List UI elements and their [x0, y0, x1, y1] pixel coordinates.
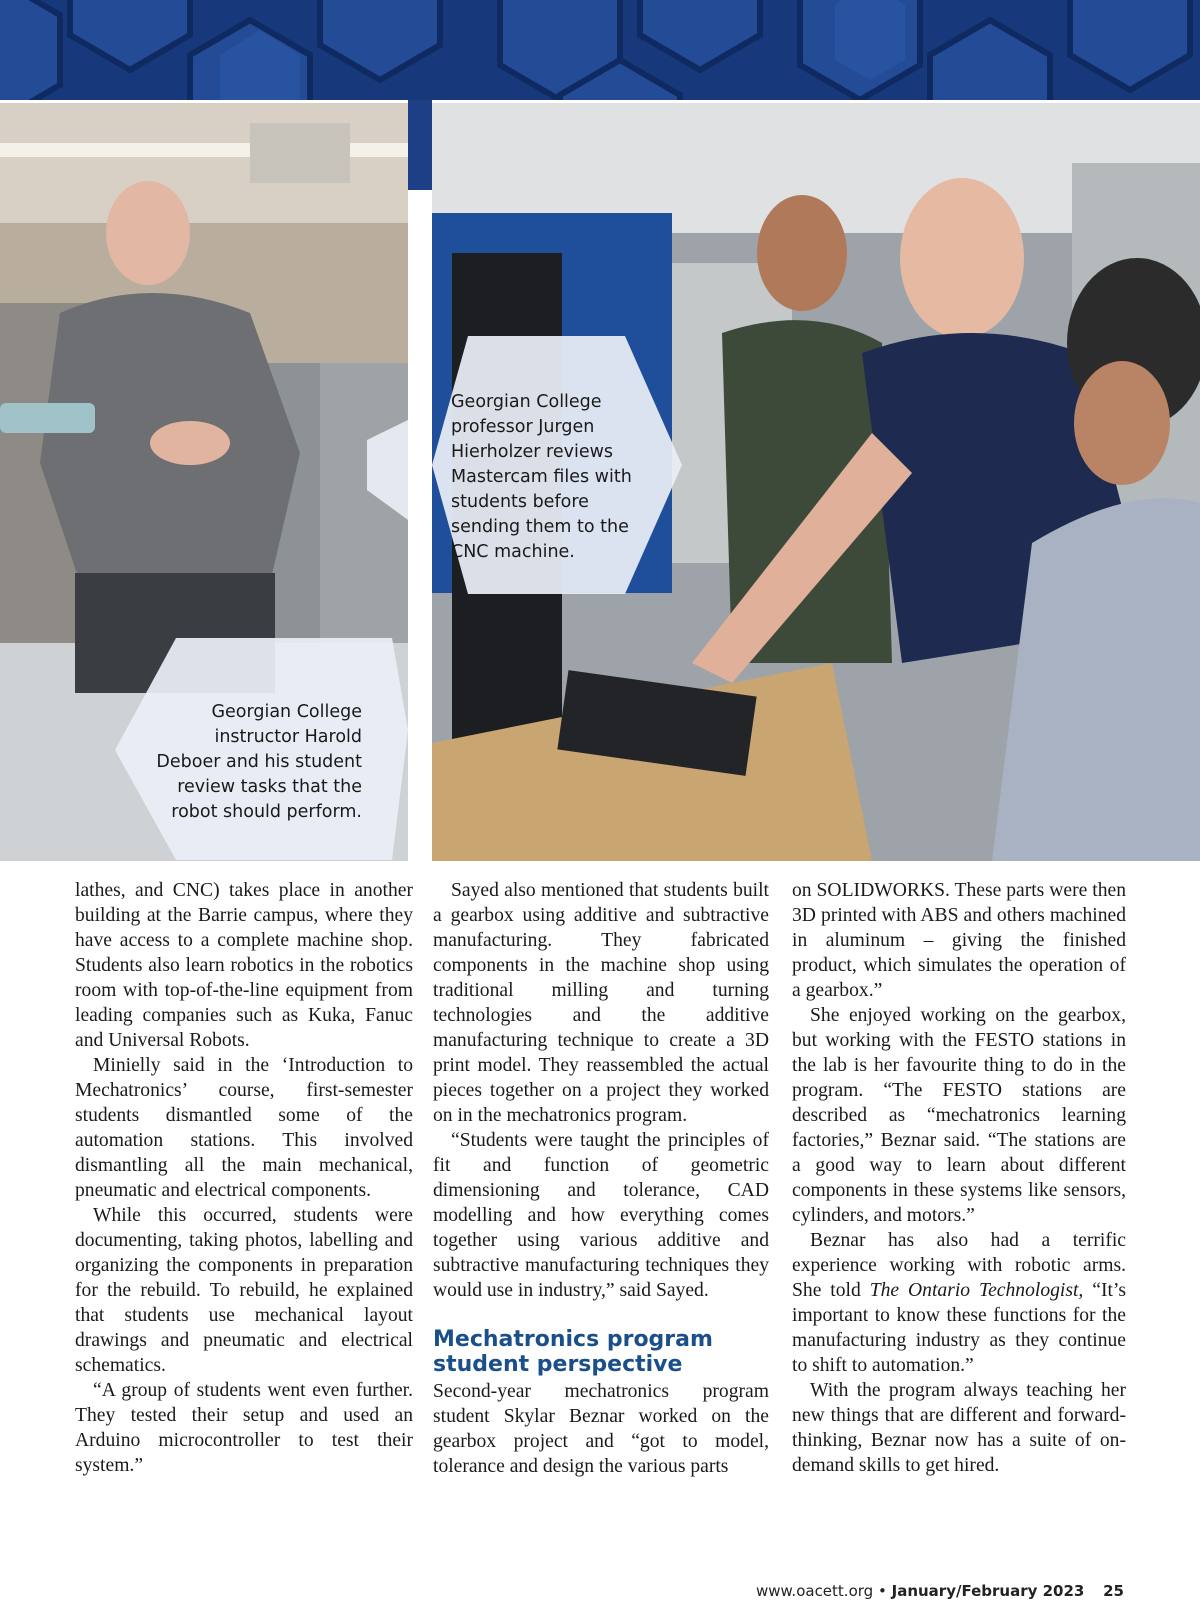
paragraph: “A group of students went even further. They tested their setup and used an Arduino microcontroller to test their system.”	[75, 1380, 413, 1476]
publication-title: The Ontario Technologist,	[869, 1280, 1084, 1301]
caption-line: instructor Harold	[214, 727, 362, 747]
paragraph: “Students were taught the principles of fit and function of geometric dimensioning and tolerance, CAD modelling and how everything comes together using various additive and subtractive manufacturing techniques they would use in industry,” said Sayed.	[433, 1130, 769, 1301]
text-run: Beznar has also had a terrific experience working with robotic arms. She told	[792, 1230, 1126, 1301]
caption-line: robot should perform.	[171, 802, 362, 822]
paragraph: Second-year mechatronics program student Skylar Beznar worked on the gearbox project and “got to model, tolerance and design the various parts	[433, 1381, 769, 1477]
bullet-separator: •	[877, 1582, 887, 1600]
caption-line: Georgian College	[451, 392, 602, 412]
page-number: 25	[1103, 1582, 1124, 1600]
caption-line: Georgian College	[211, 702, 362, 722]
paragraph: lathes, and CNC) takes place in another building at the Barrie campus, where they have access to a complete machine shop. Students also learn robotics in the robotics room with top-of-the-line equipment from leading companies such as Kuka, Fanuc and Universal Robots.	[75, 880, 413, 1051]
article-column-2	[433, 878, 769, 1479]
website-url: www.oacett.org	[756, 1582, 874, 1600]
article-column-1	[75, 878, 413, 1478]
article-column-3	[792, 878, 1126, 1478]
paragraph: on SOLIDWORKS. These parts were then 3D printed with ABS and others machined in aluminum – giving the finished product, which simulates the operation of a gearbox.”	[792, 880, 1126, 1001]
paragraph: While this occurred, students were documenting, taking photos, labelling and organizing the components in preparation for the rebuild. To rebuild, he explained that students use mechanical layout drawings and pneumatic and electrical schematics.	[75, 1205, 413, 1376]
paragraph: She enjoyed working on the gearbox, but working with the FESTO stations in the lab is her favourite thing to do in the program. “The FESTO stations are described as “mechatronics learning factories,” Beznar said. “The stations are a good way to learn about different components in these systems like sensors, cylinders, and motors.”	[792, 1005, 1126, 1226]
page-footer	[756, 1582, 1124, 1600]
paragraph: Sayed also mentioned that students built a gearbox using additive and subtractive manufacturing. They fabricated components in the machine shop using traditional milling and turning technologies and the additive manufacturing technique to create a 3D print model. They reassembled the actual pieces together on a project they worked on in the mechatronics program.	[433, 880, 769, 1126]
text-run: “It’s important to know these functions for the manufacturing industry as they continue to shift to automation.”	[792, 1280, 1126, 1376]
caption-line: Hierholzer reviews	[451, 442, 614, 462]
issue-date: January/February 2023	[891, 1582, 1085, 1600]
hex-fragment	[367, 420, 408, 520]
photo-caption-left	[150, 700, 362, 825]
caption-line: sending them to the	[451, 517, 629, 537]
banner-edge	[408, 100, 432, 190]
caption-line: Deboer and his student	[156, 752, 362, 772]
caption-line: professor Jurgen	[451, 417, 595, 437]
section-subheading: Mechatronics program student perspective	[433, 1327, 713, 1377]
caption-line: CNC machine.	[451, 542, 575, 562]
photo-caption-right	[451, 390, 651, 565]
paragraph: With the program always teaching her new things that are different and forward-thinking, Beznar now has a suite of on-demand skills to get hired.	[792, 1380, 1126, 1476]
caption-line: review tasks that the	[177, 777, 362, 797]
paragraph	[792, 1228, 1126, 1378]
paragraph: Minielly said in the ‘Introduction to Mechatronics’ course, first-semester students dismantled some of the automation stations. This involved dismantling all the main mechanical, pneumatic and electrical components.	[75, 1055, 413, 1201]
caption-line: Mastercam files with	[451, 467, 632, 487]
caption-line: students before	[451, 492, 589, 512]
